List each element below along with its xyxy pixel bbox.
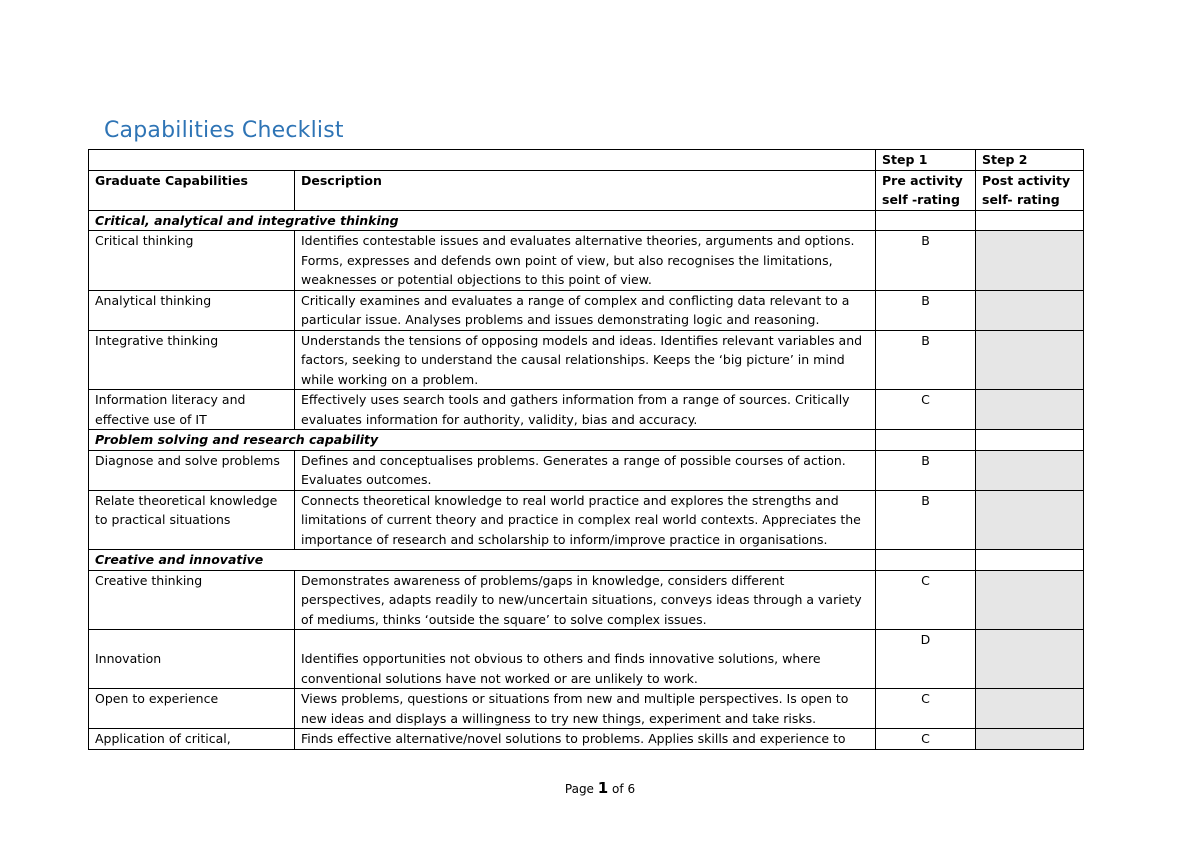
pre-rating-cell[interactable]: B [876, 490, 976, 550]
description-cell: Identifies opportunities not obvious to others and finds innovative solutions, where conventional solutions have not worked or are unlikely to work. [295, 630, 876, 689]
description-cell: Identifies contestable issues and evaluates alternative theories, arguments and options. Forms, expresses and defends own point of view, but also recognises the limitations, weaknesses or potential objections to this point of view. [295, 231, 876, 291]
table-row [89, 450, 1084, 490]
pre-rating-cell[interactable]: B [876, 450, 976, 490]
pre-rating-cell[interactable]: C [876, 390, 976, 430]
footer-page-number: 1 [597, 779, 609, 797]
table-row [89, 490, 1084, 550]
section-empty-cell [976, 430, 1084, 451]
page-footer [0, 779, 1200, 797]
post-rating-cell[interactable] [976, 570, 1084, 630]
capability-cell: Open to experience [89, 689, 295, 729]
capability-cell: Diagnose and solve problems [89, 450, 295, 490]
header-empty-cell [89, 150, 876, 171]
pre-rating-cell[interactable]: C [876, 570, 976, 630]
description-cell: Critically examines and evaluates a range of complex and conflicting data relevant to a particular issue. Analyses problems and issues demonstrating logic and reasoning. [295, 290, 876, 330]
description-cell: Connects theoretical knowledge to real world practice and explores the strengths and limitations of current theory and practice in complex real world contexts. Appreciates the importance of research and scholarship to inform/improve practice in organisations. [295, 490, 876, 550]
pre-rating-cell[interactable]: B [876, 330, 976, 390]
page-title: Capabilities Checklist [104, 118, 344, 143]
pre-rating-cell[interactable]: C [876, 729, 976, 750]
description-cell: Finds effective alternative/novel solutions to problems. Applies skills and experience to [295, 729, 876, 750]
col-pre-line2: self -rating [882, 192, 960, 207]
post-rating-cell[interactable] [976, 330, 1084, 390]
col-post-line2: self- rating [982, 192, 1060, 207]
table-row [89, 630, 1084, 689]
table-row [89, 231, 1084, 291]
table-row [89, 570, 1084, 630]
footer-page-label: Page [564, 782, 594, 796]
section-title: Critical, analytical and integrative thinking [89, 210, 876, 231]
section-empty-cell [876, 210, 976, 231]
col-post-header [976, 170, 1084, 210]
post-rating-cell[interactable] [976, 729, 1084, 750]
col-description-header: Description [295, 170, 876, 210]
section-title: Creative and innovative [89, 550, 876, 571]
capability-cell: Analytical thinking [89, 290, 295, 330]
capability-cell: Innovation [89, 630, 295, 689]
post-rating-cell[interactable] [976, 689, 1084, 729]
pre-rating-cell[interactable]: C [876, 689, 976, 729]
post-rating-cell[interactable] [976, 490, 1084, 550]
section-row [89, 550, 1084, 571]
capability-cell: Integrative thinking [89, 330, 295, 390]
description-cell: Defines and conceptualises problems. Generates a range of possible courses of action. Evaluates outcomes. [295, 450, 876, 490]
table-row [89, 689, 1084, 729]
table-row [89, 390, 1084, 430]
section-title: Problem solving and research capability [89, 430, 876, 451]
post-rating-cell[interactable] [976, 450, 1084, 490]
section-empty-cell [976, 210, 1084, 231]
col-pre-header [876, 170, 976, 210]
table-row [89, 290, 1084, 330]
post-rating-cell[interactable] [976, 290, 1084, 330]
pre-rating-cell[interactable]: B [876, 290, 976, 330]
post-rating-cell[interactable] [976, 231, 1084, 291]
footer-page-total: 6 [627, 782, 636, 796]
capability-cell: Critical thinking [89, 231, 295, 291]
post-rating-cell[interactable] [976, 390, 1084, 430]
table-row [89, 330, 1084, 390]
post-rating-cell[interactable] [976, 630, 1084, 689]
description-cell: Demonstrates awareness of problems/gaps in knowledge, considers different perspectives, adapts readily to new/uncertain situations, conveys ideas through a variety of mediums, thinks ‘outside the square’ to solve complex issues. [295, 570, 876, 630]
step1-label: Step 1 [876, 150, 976, 171]
description-cell: Understands the tensions of opposing models and ideas. Identifies relevant variables and factors, seeking to understand the causal relationships. Keeps the ‘big picture’ in mind while working on a problem. [295, 330, 876, 390]
pre-rating-cell[interactable]: D [876, 630, 976, 689]
section-empty-cell [976, 550, 1084, 571]
col-pre-line1: Pre activity [882, 172, 963, 188]
capability-cell: Creative thinking [89, 570, 295, 630]
pre-rating-cell[interactable]: B [876, 231, 976, 291]
footer-of-label: of [612, 782, 624, 796]
table-row [89, 729, 1084, 750]
section-empty-cell [876, 550, 976, 571]
section-row [89, 430, 1084, 451]
header-step-row [89, 150, 1084, 171]
capabilities-table [88, 149, 1084, 750]
col-post-line1: Post activity [982, 172, 1071, 188]
description-cell: Views problems, questions or situations from new and multiple perspectives. Is open to new ideas and displays a willingness to try new things, experiment and take risks. [295, 689, 876, 729]
capability-cell: Information literacy and effective use of IT [89, 390, 295, 430]
description-cell: Effectively uses search tools and gathers information from a range of sources. Critically evaluates information for authority, validity, bias and accuracy. [295, 390, 876, 430]
section-empty-cell [876, 430, 976, 451]
col-capability-header: Graduate Capabilities [89, 170, 295, 210]
header-row [89, 170, 1084, 210]
capability-cell: Application of critical, [89, 729, 295, 750]
capability-cell: Relate theoretical knowledge to practical situations [89, 490, 295, 550]
step2-label: Step 2 [976, 150, 1084, 171]
section-row [89, 210, 1084, 231]
